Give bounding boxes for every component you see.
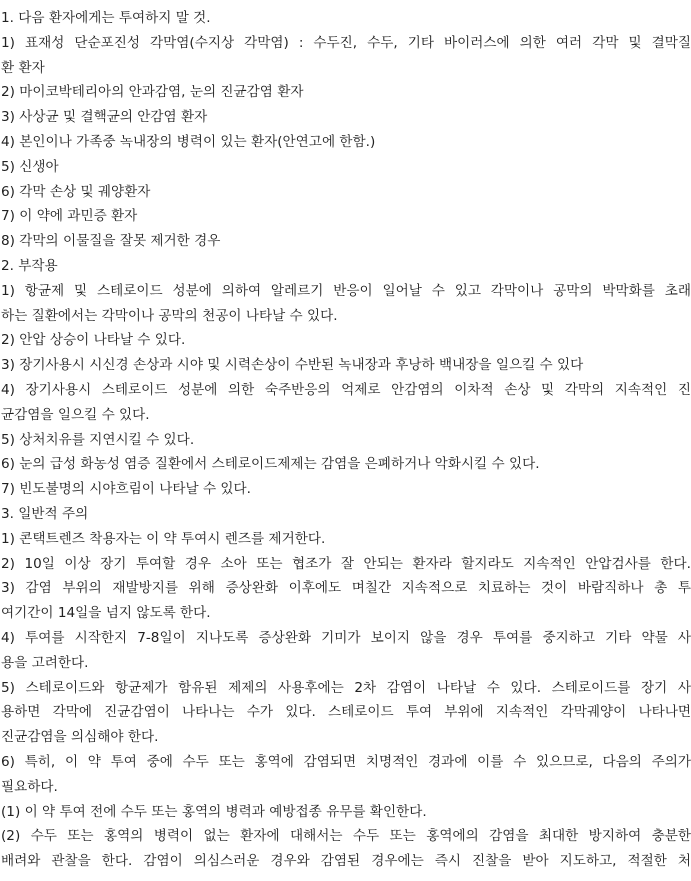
text-line: 2) 10일 이상 장기 투여할 경우 소아 또는 협조가 잘 안되는 환자라 할지라도 지속적인 안압검사를 한다. — [1, 555, 691, 572]
text-line: 6) 각막 손상 및 궤양환자 — [1, 183, 151, 200]
text-line: 환 환자 — [1, 59, 45, 76]
text-line: 5) 신생아 — [1, 158, 59, 175]
text-line: 균감염을 일으킬 수 있다. — [1, 406, 150, 423]
text-line: 필요하다. — [1, 778, 58, 795]
text-line: 1) 콘택트렌즈 착용자는 이 약 투여시 렌즈를 제거한다. — [1, 530, 326, 547]
section-heading: 1. 다음 환자에게는 투여하지 말 것. — [1, 10, 211, 26]
text-line: (2) 수두 또는 홍역의 병력이 없는 환자에 대해서는 수두 또는 홍역에의 감염을 최대한 방지하여 충분한 — [1, 828, 691, 845]
text-line: 3) 사상균 및 결핵균의 안감염 환자 — [1, 109, 208, 126]
text-line: 3) 장기사용시 시신경 손상과 시야 및 시력손상이 수반된 녹내장과 후낭하 백내장을 일으킬 수 있다 — [1, 357, 584, 374]
text-line: 진균감염을 의심해야 한다. — [1, 729, 159, 746]
text-line: 4) 본인이나 가족중 녹내장의 병력이 있는 환자(안연고에 한함.) — [1, 133, 376, 150]
section-heading: 3. 일반적 주의 — [1, 505, 89, 522]
text-line: 8) 각막의 이물질을 잘못 제거한 경우 — [1, 233, 221, 250]
text-line: 5) 상처치유를 지연시킬 수 있다. — [1, 431, 195, 448]
text-line: 3) 감염 부위의 재발방지를 위해 증상완화 이후에도 며칠간 지속적으로 치료하는 것이 바람직하나 총 투 — [1, 580, 691, 597]
text-line: (1) 이 약 투여 전에 수두 또는 홍역의 병력과 예방접종 유무를 확인한다. — [1, 803, 427, 820]
text-line: 6) 눈의 급성 화농성 염증 질환에서 스테로이드제제는 감염을 은폐하거나 악화시킬 수 있다. — [1, 456, 540, 473]
text-line: 6) 특히, 이 약 투여 중에 수두 또는 홍역에 감염되면 치명적인 경과에 이를 수 있으므로, 다음의 주의가 — [1, 753, 691, 770]
text-line: 5) 스테로이드와 항균제가 함유된 제제의 사용후에는 2차 감염이 나타날 수 있다. 스테로이드를 장기 사 — [1, 679, 691, 696]
text-line: 4) 장기사용시 스테로이드 성분에 의한 숙주반응의 억제로 안감염의 이차적 손상 및 각막의 지속적인 진 — [1, 381, 691, 398]
text-line: 4) 투여를 시작한지 7-8일이 지나도록 증상완화 기미가 보이지 않을 경우 투여를 중지하고 기타 약물 사 — [1, 629, 691, 646]
text-line: 여기간이 14일을 넘지 않도록 한다. — [1, 605, 211, 622]
text-line: 7) 빈도불명의 시야흐림이 나타날 수 있다. — [1, 481, 251, 498]
text-line: 7) 이 약에 과민증 환자 — [1, 208, 138, 225]
text-line: 용하면 각막에 진균감염이 나타나는 수가 있다. 스테로이드 투여 부위에 지속적인 각막궤양이 나타나면 — [1, 704, 691, 721]
text-line: 1) 항균제 및 스테로이드 성분에 의하여 알레르기 반응이 일어날 수 있고 각막이나 공막의 박막화를 초래 — [1, 282, 691, 299]
text-line: 2) 안압 상승이 나타날 수 있다. — [1, 332, 186, 349]
text-line: 배려와 관찰을 한다. 감염이 의심스러운 경우와 감염된 경우에는 즉시 진찰을 받아 지도하고, 적절한 처 — [1, 853, 691, 870]
section-heading: 2. 부작용 — [1, 257, 58, 274]
text-line: 하는 질환에서는 각막이나 공막의 천공이 나타날 수 있다. — [1, 307, 338, 324]
text-line: 2) 마이코박테리아의 안과감염, 눈의 진균감염 환자 — [1, 84, 304, 101]
text-line: 용을 고려한다. — [1, 654, 89, 671]
text-line: 1) 표재성 단순포진성 각막염(수지상 각막염) : 수두진, 수두, 기타 바이러스에 의한 여러 각막 및 결막질 — [1, 34, 691, 51]
